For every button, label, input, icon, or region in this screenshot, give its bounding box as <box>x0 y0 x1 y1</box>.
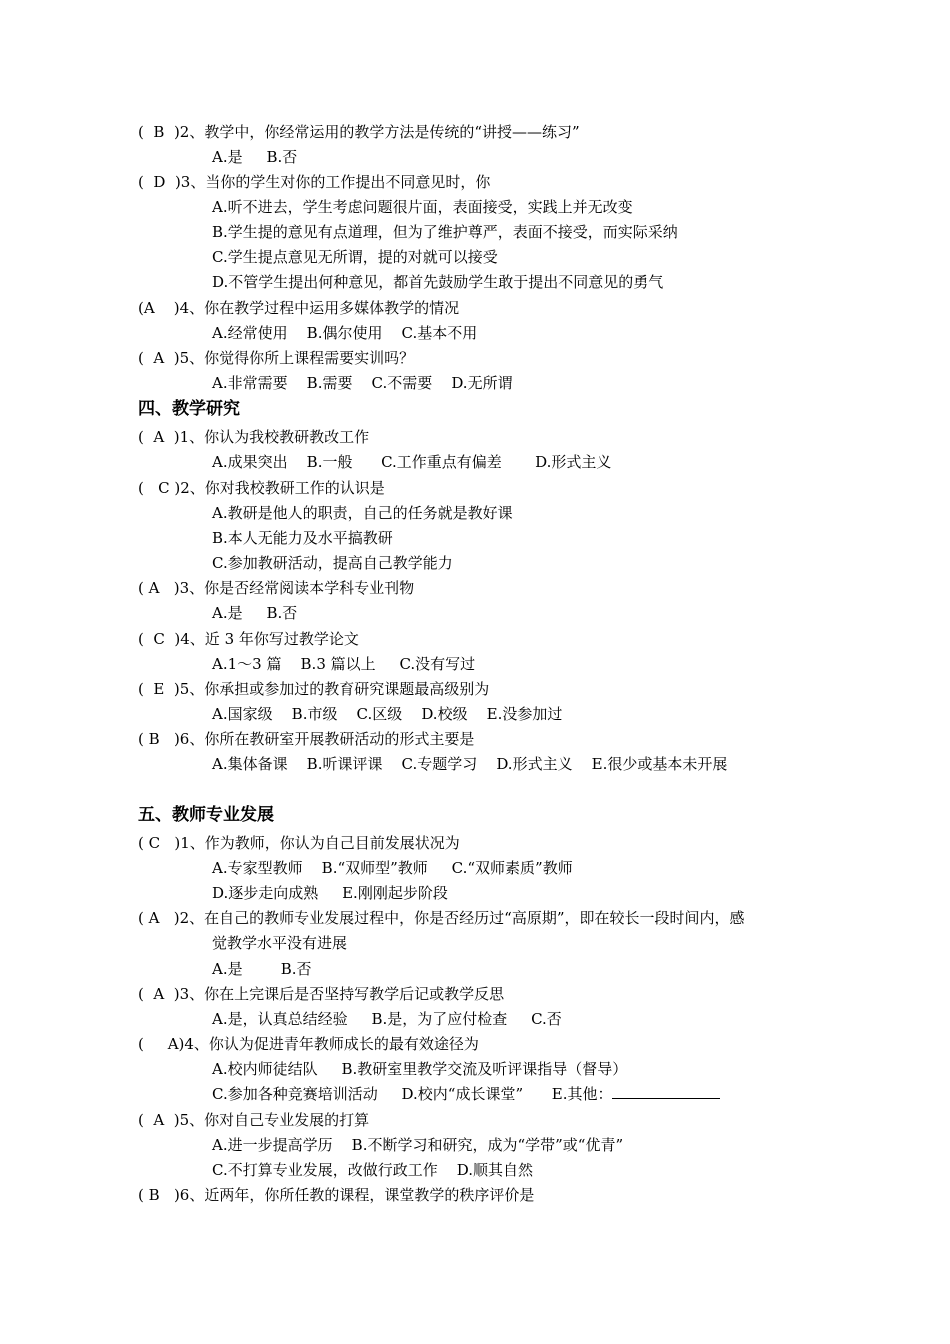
question-4-2-option-c: C.参加教研活动，提高自己教学能力 <box>212 554 453 572</box>
question-4-5-options: A.国家级 B.市级 C.区级 D.校级 E.没参加过 <box>212 705 563 723</box>
question-5-5: ( A )5、你对自己专业发展的打算 <box>138 1111 370 1129</box>
question-3-3-option-d: D.不管学生提出何种意见，都首先鼓励学生敢于提出不同意见的勇气 <box>212 273 664 291</box>
question-5-2: ( A )2、在自己的教师专业发展过程中，你是否经历过“高原期”，即在较长一段时间内，感 <box>138 909 745 927</box>
question-4-3-options: A.是 B.否 <box>212 604 298 622</box>
question-3-3-option-a: A.听不进去，学生考虑问题很片面，表面接受，实践上并无改变 <box>212 198 633 216</box>
question-3-4-options: A.经常使用 B.偶尔使用 C.基本不用 <box>212 324 478 342</box>
question-5-1-options-row1: A.专家型教师 B.“双师型”教师 C.“双师素质”教师 <box>212 859 573 877</box>
question-4-2: ( C )2、你对我校教研工作的认识是 <box>138 479 385 497</box>
other-answer-blank <box>612 1084 720 1099</box>
question-5-4-options-row2-text: C.参加各种竞赛培训活动 D.校内“成长课堂” E.其他： <box>212 1085 613 1103</box>
question-5-4-options-row1: A.校内师徒结队 B.教研室里教学交流及听评课指导（督导） <box>212 1060 628 1078</box>
question-5-5-options-row2: C.不打算专业发展，改做行政工作 D.顺其自然 <box>212 1161 534 1179</box>
question-3-3-option-b: B.学生提的意见有点道理，但为了维护尊严，表面不接受，而实际采纳 <box>212 223 678 241</box>
question-4-6-options: A.集体备课 B.听课评课 C.专题学习 D.形式主义 E.很少或基本未开展 <box>212 755 728 773</box>
section-heading-teaching-research: 四、教学研究 <box>138 399 240 419</box>
question-5-1-options-row2: D.逐步走向成熟 E.刚刚起步阶段 <box>212 884 448 902</box>
question-4-1: ( A )1、你认为我校教研教改工作 <box>138 428 370 446</box>
section-heading-professional-development: 五、教师专业发展 <box>138 805 274 825</box>
question-3-5-options: A.非常需要 B.需要 C.不需要 D.无所谓 <box>212 374 513 392</box>
question-5-3-options: A.是，认真总结经验 B.是，为了应付检查 C.否 <box>212 1010 562 1028</box>
question-5-4: ( A)4、你认为促进青年教师成长的最有效途径为 <box>138 1035 479 1053</box>
question-4-2-option-a: A.教研是他人的职责，自己的任务就是教好课 <box>212 504 513 522</box>
question-5-3: ( A )3、你在上完课后是否坚持写教学后记或教学反思 <box>138 985 505 1003</box>
question-3-2-options: A.是 B.否 <box>212 148 298 166</box>
question-4-4: ( C )4、近 3 年你写过教学论文 <box>138 630 359 648</box>
question-4-4-options: A.1～3 篇 B.3 篇以上 C.没有写过 <box>212 655 476 673</box>
question-5-6: ( B )6、近两年，你所任教的课程，课堂教学的秩序评价是 <box>138 1186 535 1204</box>
question-4-2-option-b: B.本人无能力及水平搞教研 <box>212 529 393 547</box>
question-3-5: ( A )5、你觉得你所上课程需要实训吗？ <box>138 349 415 367</box>
question-4-5: ( E )5、你承担或参加过的教育研究课题最高级别为 <box>138 680 490 698</box>
question-5-2-options: A.是 B.否 <box>212 960 312 978</box>
question-5-5-options-row1: A.进一步提高学历 B.不断学习和研究，成为“学带”或“优青” <box>212 1136 624 1154</box>
question-4-6: ( B )6、你所在教研室开展教研活动的形式主要是 <box>138 730 475 748</box>
question-5-4-options-row2 <box>212 1082 720 1107</box>
question-4-3: ( A )3、你是否经常阅读本学科专业刊物 <box>138 579 415 597</box>
question-5-2-continuation: 觉教学水平没有进展 <box>212 934 348 952</box>
question-5-1: ( C )1、作为教师，你认为自己目前发展状况为 <box>138 834 460 852</box>
question-3-4: (A )4、你在教学过程中运用多媒体教学的情况 <box>138 299 460 317</box>
question-3-3-option-c: C.学生提点意见无所谓，提的对就可以接受 <box>212 248 498 266</box>
question-4-1-options: A.成果突出 B.一般 C.工作重点有偏差 D.形式主义 <box>212 453 612 471</box>
question-3-2: ( B )2、教学中，你经常运用的教学方法是传统的“讲授——练习” <box>138 123 580 141</box>
question-3-3: ( D )3、当你的学生对你的工作提出不同意见时，你 <box>138 173 491 191</box>
